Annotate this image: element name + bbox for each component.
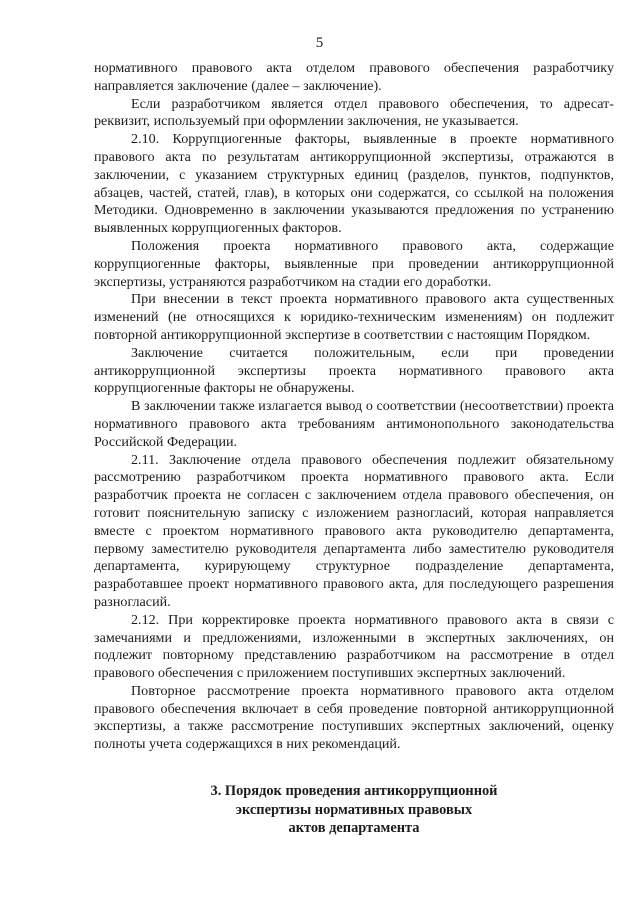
section-heading-line: 3. Порядок проведения антикоррупционной: [210, 783, 498, 800]
page-number: 5: [315, 35, 324, 51]
paragraph: Положения проекта нормативного правового акта, содержащие коррупциогенные факторы, выявленные при проведении антикоррупционной экспертизы, устраняются разработчиком на стадии его доработки.: [94, 237, 614, 290]
paragraph-2-11: 2.11. Заключение отдела правового обеспечения подлежит обязательному рассмотрению разработчиком проекта нормативного правового акта. Если разработчик проекта не согласен с заключением отдела правового обеспечения, он готовит пояснительную записку с изложением разногласий, которая направляется вместе с проектом нормативного правового акта руководителю департамента, первому заместителю руководителя департамента либо заместителю руководителя департамента, курирующему структурное подразделение департамента, разработавшее проект нормативного правового акта, для последующего разрешения разногласий.: [94, 451, 614, 610]
paragraph-2-10: 2.10. Коррупциогенные факторы, выявленные в проекте нормативного правового акта по результатам антикоррупционной экспертизы, отражаются в заключении, с указанием структурных единиц (разделов, пунктов, подпунктов, абзацев, частей, статей, глав), в которых они содержатся, со ссылкой на положения Методики. Одновременно в заключении указываются предложения по устранению выявленных коррупциогенных факторов.: [94, 131, 614, 237]
paragraph: В заключении также излагается вывод о соответствии (несоответствии) проекта нормативного правового акта требованиям антимонопольного законодательства Российской Федерации.: [94, 398, 614, 450]
paragraph-continuation: нормативного правового акта отделом правового обеспечения разработчику направляется заключение (далее – заключение).: [94, 60, 614, 94]
paragraph: Повторное рассмотрение проекта нормативного правового акта отделом правового обеспечения включает в себя проведение повторной антикоррупционной экспертизы, а также рассмотрение поступивших экспертных заключений, оценку полноты учета содержащихся в них рекомендаций.: [94, 682, 614, 753]
paragraph: При внесении в текст проекта нормативного правового акта существенных изменений (не относящихся к юридико-техническим изменениям) он подлежит повторной антикоррупционной экспертизе в соответствии с настоящим Порядком.: [94, 291, 614, 343]
document-body: [94, 60, 614, 838]
paragraph-2-12: 2.12. При корректировке проекта нормативного правового акта в связи с замечаниями и предложениями, изложенными в экспертных заключениях, он подлежит повторному представлению разработчиком на рассмотрение в отдел правового обеспечения с приложением поступивших экспертных заключений.: [94, 611, 614, 682]
section-heading: [94, 782, 614, 838]
paragraph: Если разработчиком является отдел правового обеспечения, то адресат-реквизит, используемый при оформлении заключения, не указывается.: [94, 95, 614, 130]
paragraph: Заключение считается положительным, если при проведении антикоррупционной экспертизы проекта нормативного правового акта коррупциогенные факторы не обнаружены.: [94, 344, 614, 397]
section-heading-line: актов департамента: [288, 820, 420, 837]
section-heading-line: экспертизы нормативных правовых: [235, 801, 473, 818]
